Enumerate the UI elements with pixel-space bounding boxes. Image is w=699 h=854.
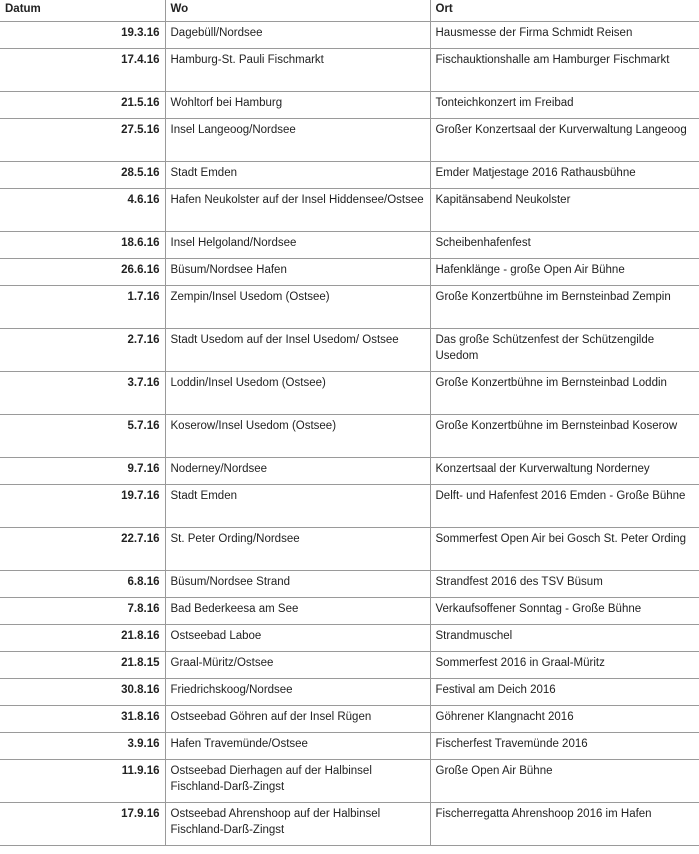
cell-wo: Büsum/Nordsee Strand xyxy=(165,571,430,598)
cell-ort: Das große Schützenfest der Schützengilde Usedom xyxy=(430,329,699,372)
table-row xyxy=(0,706,699,733)
cell-wo: Noderney/Nordsee xyxy=(165,458,430,485)
cell-wo: Koserow/Insel Usedom (Ostsee) xyxy=(165,415,430,458)
table-row xyxy=(0,571,699,598)
table-row xyxy=(0,625,699,652)
cell-ort: Fischerregatta Ahrenshoop 2016 im Hafen xyxy=(430,803,699,846)
cell-ort: Scheibenhafenfest xyxy=(430,232,699,259)
table-row xyxy=(0,485,699,528)
cell-wo: Wohltorf bei Hamburg xyxy=(165,92,430,119)
table-row xyxy=(0,92,699,119)
cell-wo: Insel Langeoog/Nordsee xyxy=(165,119,430,162)
cell-datum: 9.7.16 xyxy=(0,458,165,485)
cell-ort: Festival am Deich 2016 xyxy=(430,679,699,706)
table-row xyxy=(0,652,699,679)
cell-datum: 5.7.16 xyxy=(0,415,165,458)
cell-ort: Göhrener Klangnacht 2016 xyxy=(430,706,699,733)
cell-datum: 21.8.16 xyxy=(0,625,165,652)
table-row xyxy=(0,458,699,485)
cell-datum: 1.7.16 xyxy=(0,286,165,329)
cell-datum: 22.7.16 xyxy=(0,528,165,571)
cell-datum: 3.7.16 xyxy=(0,372,165,415)
cell-ort: Verkaufsoffener Sonntag - Große Bühne xyxy=(430,598,699,625)
table-row xyxy=(0,49,699,92)
cell-ort: Strandmuschel xyxy=(430,625,699,652)
cell-ort: Große Konzertbühne im Bernsteinbad Loddin xyxy=(430,372,699,415)
cell-wo: Dagebüll/Nordsee xyxy=(165,22,430,49)
cell-datum: 19.3.16 xyxy=(0,22,165,49)
cell-wo: Hafen Travemünde/Ostsee xyxy=(165,733,430,760)
cell-wo: Ostseebad Dierhagen auf der Halbinsel Fischland-Darß-Zingst xyxy=(165,760,430,803)
cell-datum: 17.4.16 xyxy=(0,49,165,92)
cell-ort: Delft- und Hafenfest 2016 Emden - Große Bühne xyxy=(430,485,699,528)
cell-datum: 6.8.16 xyxy=(0,571,165,598)
cell-ort: Kapitänsabend Neukolster xyxy=(430,189,699,232)
cell-wo: Büsum/Nordsee Hafen xyxy=(165,259,430,286)
table-row xyxy=(0,372,699,415)
cell-ort: Strandfest 2016 des TSV Büsum xyxy=(430,571,699,598)
cell-datum: 18.6.16 xyxy=(0,232,165,259)
table-header-row xyxy=(0,0,699,22)
cell-datum: 30.8.16 xyxy=(0,679,165,706)
cell-ort: Großer Konzertsaal der Kurverwaltung Langeoog xyxy=(430,119,699,162)
cell-ort: Konzertsaal der Kurverwaltung Norderney xyxy=(430,458,699,485)
table-row xyxy=(0,803,699,846)
cell-datum: 19.7.16 xyxy=(0,485,165,528)
cell-wo: Insel Helgoland/Nordsee xyxy=(165,232,430,259)
table-row xyxy=(0,189,699,232)
cell-wo: Stadt Emden xyxy=(165,485,430,528)
cell-ort: Fischauktionshalle am Hamburger Fischmarkt xyxy=(430,49,699,92)
cell-wo: St. Peter Ording/Nordsee xyxy=(165,528,430,571)
table-row xyxy=(0,598,699,625)
cell-datum: 4.6.16 xyxy=(0,189,165,232)
table-row xyxy=(0,162,699,189)
cell-ort: Fischerfest Travemünde 2016 xyxy=(430,733,699,760)
cell-wo: Bad Bederkeesa am See xyxy=(165,598,430,625)
cell-wo: Ostseebad Laboe xyxy=(165,625,430,652)
header-datum: Datum xyxy=(0,0,165,22)
cell-datum: 3.9.16 xyxy=(0,733,165,760)
table-row xyxy=(0,329,699,372)
cell-datum: 7.8.16 xyxy=(0,598,165,625)
cell-datum: 31.8.16 xyxy=(0,706,165,733)
table-row xyxy=(0,760,699,803)
cell-datum: 17.9.16 xyxy=(0,803,165,846)
cell-datum: 2.7.16 xyxy=(0,329,165,372)
table-row xyxy=(0,286,699,329)
table-row xyxy=(0,528,699,571)
table-row xyxy=(0,415,699,458)
cell-datum: 21.5.16 xyxy=(0,92,165,119)
cell-datum: 28.5.16 xyxy=(0,162,165,189)
cell-ort: Sommerfest 2016 in Graal-Müritz xyxy=(430,652,699,679)
table-row xyxy=(0,232,699,259)
cell-ort: Hausmesse der Firma Schmidt Reisen xyxy=(430,22,699,49)
cell-datum: 27.5.16 xyxy=(0,119,165,162)
cell-wo: Graal-Müritz/Ostsee xyxy=(165,652,430,679)
table-row xyxy=(0,119,699,162)
table-row xyxy=(0,679,699,706)
table-row xyxy=(0,733,699,760)
cell-wo: Zempin/Insel Usedom (Ostsee) xyxy=(165,286,430,329)
table-row xyxy=(0,22,699,49)
cell-datum: 21.8.15 xyxy=(0,652,165,679)
table-row xyxy=(0,259,699,286)
cell-wo: Loddin/Insel Usedom (Ostsee) xyxy=(165,372,430,415)
cell-datum: 11.9.16 xyxy=(0,760,165,803)
cell-wo: Stadt Emden xyxy=(165,162,430,189)
cell-wo: Hamburg-St. Pauli Fischmarkt xyxy=(165,49,430,92)
cell-ort: Emder Matjestage 2016 Rathausbühne xyxy=(430,162,699,189)
cell-wo: Ostseebad Göhren auf der Insel Rügen xyxy=(165,706,430,733)
cell-ort: Große Open Air Bühne xyxy=(430,760,699,803)
cell-wo: Friedrichskoog/Nordsee xyxy=(165,679,430,706)
cell-wo: Ostseebad Ahrenshoop auf der Halbinsel Fischland-Darß-Zingst xyxy=(165,803,430,846)
cell-wo: Hafen Neukolster auf der Insel Hiddensee/Ostsee xyxy=(165,189,430,232)
header-ort: Ort xyxy=(430,0,699,22)
cell-ort: Tonteichkonzert im Freibad xyxy=(430,92,699,119)
cell-ort: Große Konzertbühne im Bernsteinbad Koserow xyxy=(430,415,699,458)
cell-ort: Sommerfest Open Air bei Gosch St. Peter Ording xyxy=(430,528,699,571)
cell-ort: Große Konzertbühne im Bernsteinbad Zempin xyxy=(430,286,699,329)
cell-datum: 26.6.16 xyxy=(0,259,165,286)
cell-wo: Stadt Usedom auf der Insel Usedom/ Ostsee xyxy=(165,329,430,372)
cell-ort: Hafenklänge - große Open Air Bühne xyxy=(430,259,699,286)
header-wo: Wo xyxy=(165,0,430,22)
